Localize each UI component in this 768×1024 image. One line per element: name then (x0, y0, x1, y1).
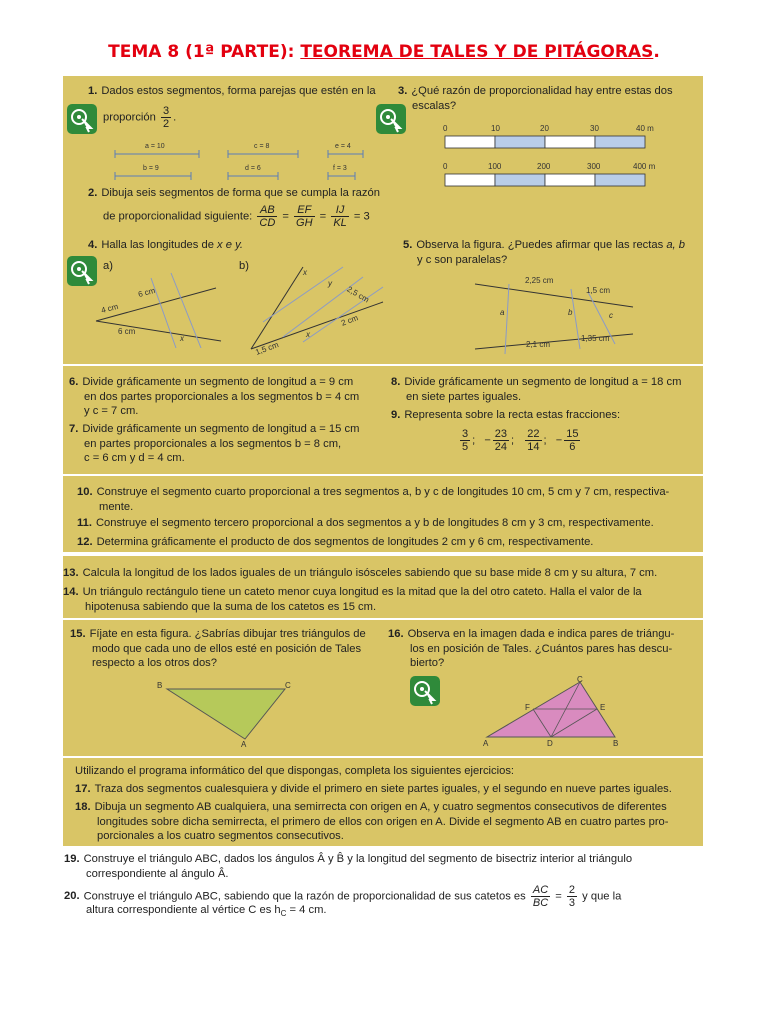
question-12: 12. Determina gráficamente el producto de dos segmentos de longitudes 2 cm y 6 cm, respectivamente. (77, 536, 594, 548)
question-7: 7. Divide gráficamente un segmento de longitud a = 15 cm en partes proporcionales a los segmentos b = 8 cm, c = 6 cm y d = 4 cm. (69, 423, 360, 464)
scale2-tick-200: 200 (537, 162, 551, 171)
scale1-tick-20: 20 (540, 124, 549, 133)
q4a-label-6cm-bottom: 6 cm (118, 327, 136, 336)
q5-label-2-1cm: 2,1 cm (526, 340, 551, 349)
q5-label-1-35cm: 1,35 cm (581, 334, 610, 343)
q4a-label-x: x (180, 334, 184, 343)
question-20-line2: altura correspondiente al vértice C es $h_C = 4$ cm. (86, 904, 327, 919)
q4b-label-2cm: 2 cm (339, 313, 360, 328)
panel-questions-1-5 (63, 76, 703, 364)
q4b-label-2-5cm: 2,5 cm (345, 284, 371, 305)
panel-questions-17-18 (63, 758, 703, 846)
question-2-ratio: de proporcionalidad siguiente: $\frac{AB}{CD}$ = $\frac{EF}{GH}$ = $\frac{IJ}{KL}$ = 3 (103, 204, 370, 229)
q4a-label-4cm: 4 cm (100, 301, 120, 316)
scale2-tick-400: 400 m (633, 162, 656, 171)
segment-c-label: c = 8 (254, 143, 270, 150)
scale1-tick-40: 40 m (636, 124, 654, 133)
interactive-activity-icon[interactable] (410, 676, 440, 706)
scale2-tick-100: 100 (488, 162, 502, 171)
q15-vertex-b: B (157, 681, 163, 690)
question-4: 4. Halla las longitudes de x e y. (88, 239, 243, 251)
q16-vertex-c: C (577, 675, 583, 684)
q15-vertex-a: A (241, 740, 247, 749)
q15-vertex-c: C (285, 681, 291, 690)
q5-label-b: b (568, 308, 573, 317)
q16-vertex-e: E (600, 703, 606, 712)
q9-fractions: $\frac{3}{5}$ ; − $\frac{23}{24}$ ; $\frac{22}{14}$ ; − $\frac{15}{6}$ (462, 428, 579, 453)
software-intro: Utilizando el programa informático del que dispongas, completa los siguientes ejercicios: (75, 765, 515, 777)
segment-a-label: a = 10 (145, 143, 165, 150)
scale1-tick-30: 30 (590, 124, 599, 133)
question-9: 9. Representa sobre la recta estas fracciones: (391, 409, 621, 421)
scale1-tick-10: 10 (491, 124, 500, 133)
interactive-activity-icon[interactable] (67, 104, 97, 134)
interactive-activity-icon[interactable] (376, 104, 406, 134)
q3-scales-figure (443, 134, 663, 194)
fraction-3-2: $\frac{3}{2}$ (162, 105, 170, 130)
question-18: 18. Dibuja un segmento AB cualquiera, una semirrecta con origen en A, y cuatro segmentos consecutivos de diferentes longitudes sobre dicha semirrecta, el primero de ellos con origen en A. Divide el segmento AB en cuatro partes pro- porcionales a los cuatro segmentos consecutivos. (75, 801, 669, 842)
scale1-tick-0: 0 (443, 124, 448, 133)
scale2-tick-0: 0 (443, 162, 448, 171)
question-17: 17. Traza dos segmentos cualesquiera y divide el primero en siete partes iguales, y el segundo en nueve partes iguales. (75, 783, 672, 795)
question-8: 8. Divide gráficamente un segmento de longitud a = 18 cm en siete partes iguales. (391, 376, 682, 403)
q15-triangle-figure (165, 687, 305, 747)
question-16: 16. Observa en la imagen dada e indica pares de triángu- los en posición de Tales. ¿Cuántos pares has descu- bierto? (388, 628, 675, 669)
page-title: TEMA 8 (1ª PARTE): TEOREMA DE TALES Y DE PITÁGORAS. (108, 42, 660, 62)
q5-label-2-25cm: 2,25 cm (525, 276, 554, 285)
question-11: 11. Construye el segmento tercero proporcional a dos segmentos a y b de longitudes 8 cm y 3 cm, respectivamente. (77, 517, 654, 529)
question-3: 3. ¿Qué razón de proporcionalidad hay entre estas dos escalas? (398, 85, 673, 112)
segment-f-label: f = 3 (333, 165, 347, 172)
q16-vertex-a: A (483, 739, 489, 748)
segment-d-label: d = 6 (245, 165, 261, 172)
fraction-15-6: $\frac{15}{6}$ (566, 428, 579, 453)
q4-figure-b (243, 262, 393, 357)
panel-questions-13-14 (63, 556, 703, 618)
scale2-tick-300: 300 (587, 162, 601, 171)
fraction-22-14: $\frac{22}{14}$ (527, 428, 540, 453)
question-14: 14. Un triángulo rectángulo tiene un cateto menor cuya longitud es la mitad que la del otro cateto. Halla el valor de la hipotenusa sabiendo que la suma de los catetos es 15 cm. (63, 586, 642, 613)
question-6: 6. Divide gráficamente un segmento de longitud a = 9 cm en dos partes proporcionales a los segmentos b = 4 cm y c = 7 cm. (69, 376, 360, 417)
fraction-23-24: $\frac{23}{24}$ (494, 428, 508, 453)
q4-part-b-label: b) (239, 260, 249, 272)
q16-vertex-d: D (547, 739, 553, 748)
q4a-label-6cm-top: 6 cm (137, 285, 157, 300)
q4-part-a-label: a) (103, 260, 113, 272)
panel-questions-15-16 (63, 620, 703, 756)
question-19: 19. Construye el triángulo ABC, dados los ángulos Â y B̂ y la longitud del segmento de bisectriz interior al triángulo correspondiente al ángulo Â. (64, 853, 633, 880)
q5-label-c: c (609, 311, 613, 320)
q16-vertex-f: F (525, 703, 530, 712)
panel-questions-10-12 (63, 476, 703, 552)
question-20: 20. Construye el triángulo ABC, sabiendo que la razón de proporcionalidad de sus catetos es $\frac{AC}{BC}$ = $\frac{2}{3}$ y que la (64, 884, 622, 909)
q4b-label-x-bottom: x (306, 330, 310, 339)
panel-questions-6-9 (63, 366, 703, 474)
fraction-3-5: $\frac{3}{5}$ (462, 428, 469, 453)
question-5: 5. Observa la figura. ¿Puedes afirmar que las rectas a, b y c son paralelas? (403, 239, 685, 266)
q4b-label-x-top: x (303, 268, 307, 277)
q16-vertex-b: B (613, 739, 619, 748)
q5-label-1-5cm: 1,5 cm (586, 286, 611, 295)
question-1: 1. Dados estos segmentos, forma parejas que estén en la (88, 85, 376, 97)
question-13: 13. Calcula la longitud de los lados iguales de un triángulo isósceles sabiendo que su base mide 8 cm y su altura, 7 cm. (63, 567, 658, 579)
question-10: 10. Construye el segmento cuarto proporcional a tres segmentos a, b y c de longitudes 10 cm, 5 cm y 7 cm, respectiva- mente. (77, 486, 670, 513)
segment-b-label: b = 9 (143, 165, 159, 172)
question-1-proportion: proporción $\frac{3}{2}$ . (103, 105, 177, 130)
q4b-label-1-5cm: 1,5 cm (254, 340, 280, 357)
question-15: 15. Fíjate en esta figura. ¿Sabrías dibujar tres triángulos de modo que cada uno de ellos esté en posición de Tales respecto a los otros dos? (70, 628, 366, 669)
q4b-label-y: y (328, 279, 332, 288)
q5-label-a: a (500, 308, 505, 317)
question-2: 2. Dibuja seis segmentos de forma que se cumpla la razón (88, 187, 380, 199)
segment-e-label: e = 4 (335, 143, 351, 150)
